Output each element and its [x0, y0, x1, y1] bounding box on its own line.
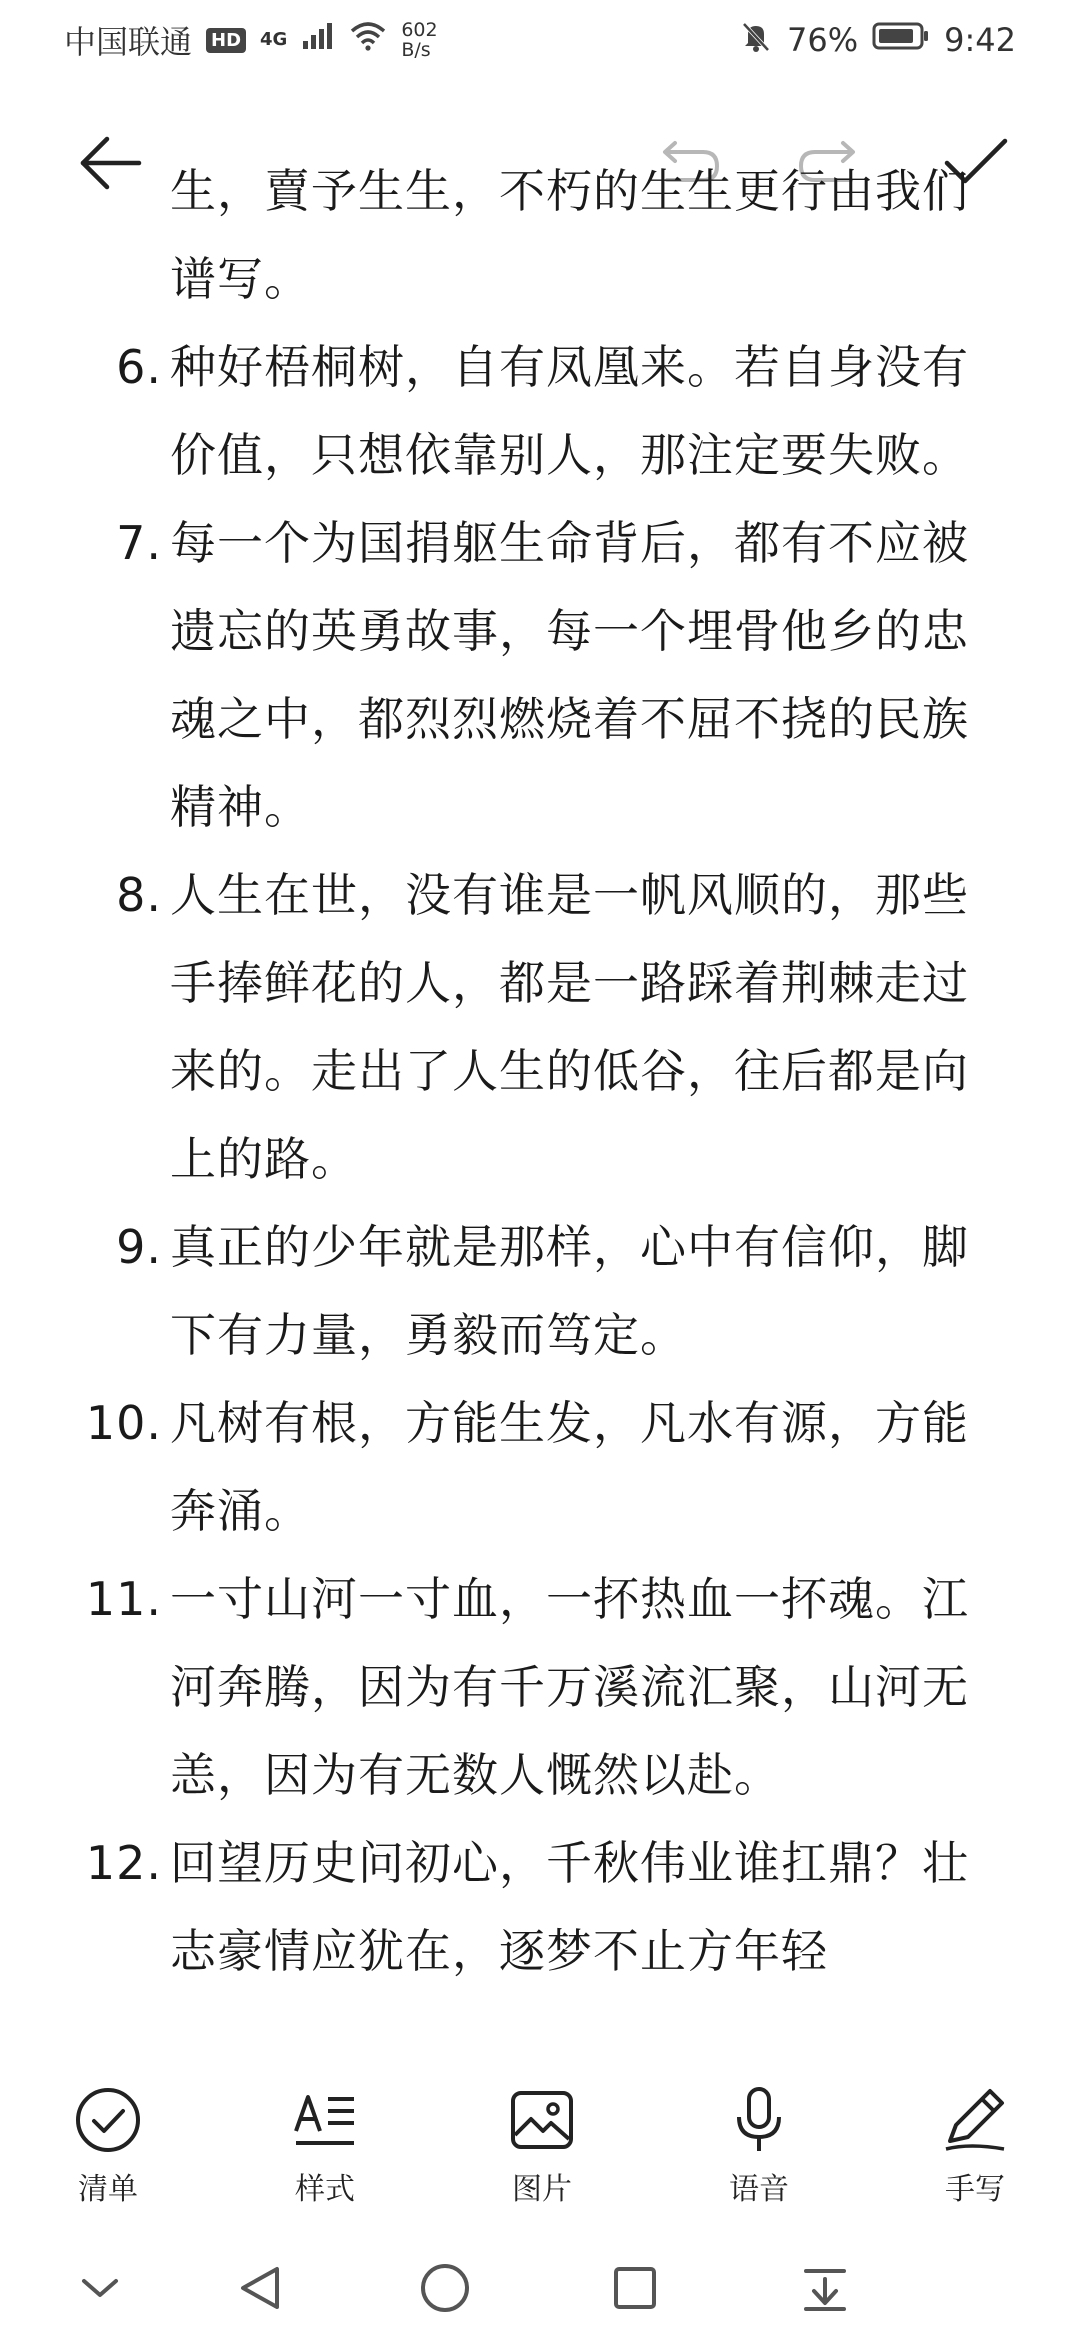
handwriting-label: 手写 — [945, 2172, 1005, 2207]
wifi-icon — [349, 21, 387, 59]
partial-line — [0, 147, 1080, 235]
image-label: 图片 — [512, 2172, 572, 2207]
square-recents-icon — [610, 2263, 660, 2317]
note-line — [0, 323, 1080, 411]
image-icon — [506, 2084, 578, 2156]
image-button[interactable] — [467, 2080, 617, 2230]
note-line — [0, 235, 1080, 323]
line-text: 凡树有根，方能生发，凡水有源，方能 — [170, 1396, 969, 1450]
note-line — [0, 411, 1080, 499]
nav-expand-button[interactable] — [785, 2250, 865, 2330]
line-text: 每一个为国捐躯生命背后，都有不应被 — [170, 516, 969, 570]
line-text: 人生在世，没有谁是一帆风顺的，那些 — [170, 868, 969, 922]
status-bar — [0, 0, 1080, 80]
note-line — [0, 499, 1080, 587]
line-text: 真正的少年就是那样，心中有信仰，脚 — [170, 1220, 969, 1274]
note-line — [0, 1203, 1080, 1291]
triangle-back-icon — [235, 2263, 285, 2317]
carrier-name: 中国联通 — [64, 23, 193, 61]
note-line — [0, 1643, 1080, 1731]
list-number: 12. — [85, 1836, 162, 1890]
note-line — [0, 1467, 1080, 1555]
line-text: 河奔腾，因为有千万溪流汇聚，山河无 — [170, 1660, 969, 1714]
note-line — [0, 1291, 1080, 1379]
note-line — [0, 851, 1080, 939]
line-text: 一寸山河一寸血，一抔热血一抔魂。江 — [170, 1572, 969, 1626]
checklist-label: 清单 — [78, 2172, 138, 2207]
line-text: 恙，因为有无数人慨然以赴。 — [170, 1748, 781, 1802]
line-text: 手捧鲜花的人，都是一路踩着荆棘走过 — [170, 956, 969, 1010]
voice-label: 语音 — [729, 2172, 789, 2207]
system-nav-bar — [0, 2240, 1080, 2340]
status-right — [739, 19, 1016, 61]
text-style-button[interactable] — [250, 2080, 400, 2230]
line-text: 魂之中，都烈烈燃烧着不屈不挠的民族 — [170, 692, 969, 746]
list-number: 8. — [116, 868, 162, 922]
line-text: 种好梧桐树，自有凤凰来。若自身没有 — [170, 340, 969, 394]
note-line — [0, 939, 1080, 1027]
network-type: 4G — [260, 29, 288, 50]
pull-down-icon — [800, 2263, 850, 2317]
chevron-down-icon — [78, 2273, 122, 2307]
text-style-label: 样式 — [295, 2172, 355, 2207]
note-line — [0, 1115, 1080, 1203]
signal-icon — [301, 21, 335, 59]
mute-bell-icon — [739, 19, 773, 61]
clock: 9:42 — [944, 21, 1016, 59]
handwriting-button[interactable] — [900, 2080, 1050, 2230]
note-line — [0, 1907, 1080, 1995]
nav-home-button[interactable] — [405, 2250, 485, 2330]
list-number: 11. — [85, 1572, 162, 1626]
note-line — [0, 1731, 1080, 1819]
battery-percent: 76% — [787, 21, 859, 59]
list-number: 7. — [116, 516, 162, 570]
line-text: 奔涌。 — [170, 1484, 311, 1538]
note-line — [0, 587, 1080, 675]
line-text: 上的路。 — [170, 1132, 358, 1186]
line-text: 遗忘的英勇故事，每一个埋骨他乡的忠 — [170, 604, 969, 658]
note-line — [0, 1027, 1080, 1115]
nav-recents-button[interactable] — [595, 2250, 675, 2330]
line-text: 生，賣予生生，不朽的生生更行由我们 — [170, 164, 969, 218]
hd-badge: HD — [206, 28, 246, 53]
nav-back-button[interactable] — [220, 2250, 300, 2330]
note-text-body[interactable] — [0, 147, 1080, 1995]
list-number: 9. — [116, 1220, 162, 1274]
note-line — [0, 1379, 1080, 1467]
circle-home-icon — [418, 2261, 472, 2319]
network-speed: 602 B/s — [401, 19, 438, 61]
line-text: 志豪情应犹在，逐梦不止方年轻 — [170, 1924, 828, 1978]
line-text: 下有力量，勇毅而笃定。 — [170, 1308, 687, 1362]
line-text: 价值，只想依靠别人，那注定要失败。 — [170, 428, 969, 482]
line-text: 来的。走出了人生的低谷，往后都是向 — [170, 1044, 969, 1098]
handwriting-pen-icon — [939, 2084, 1011, 2156]
voice-button[interactable] — [684, 2080, 834, 2230]
note-line — [0, 1819, 1080, 1907]
list-number: 10. — [85, 1396, 162, 1450]
note-line — [0, 675, 1080, 763]
note-content[interactable] — [0, 164, 1080, 2040]
checklist-icon — [72, 2084, 144, 2156]
status-left — [64, 17, 438, 63]
text-style-icon — [289, 2084, 361, 2156]
microphone-icon — [723, 2084, 795, 2156]
list-number: 6. — [116, 340, 162, 394]
line-text: 回望历史问初心，千秋伟业谁扛鼎？壮 — [170, 1836, 969, 1890]
note-line — [0, 763, 1080, 851]
line-text: 精神。 — [170, 780, 311, 834]
checklist-button[interactable] — [33, 2080, 183, 2230]
collapse-button[interactable] — [60, 2250, 140, 2330]
battery-icon — [872, 21, 930, 59]
line-text: 谱写。 — [170, 252, 311, 306]
note-line — [0, 1555, 1080, 1643]
bottom-action-bar — [0, 2080, 1080, 2240]
